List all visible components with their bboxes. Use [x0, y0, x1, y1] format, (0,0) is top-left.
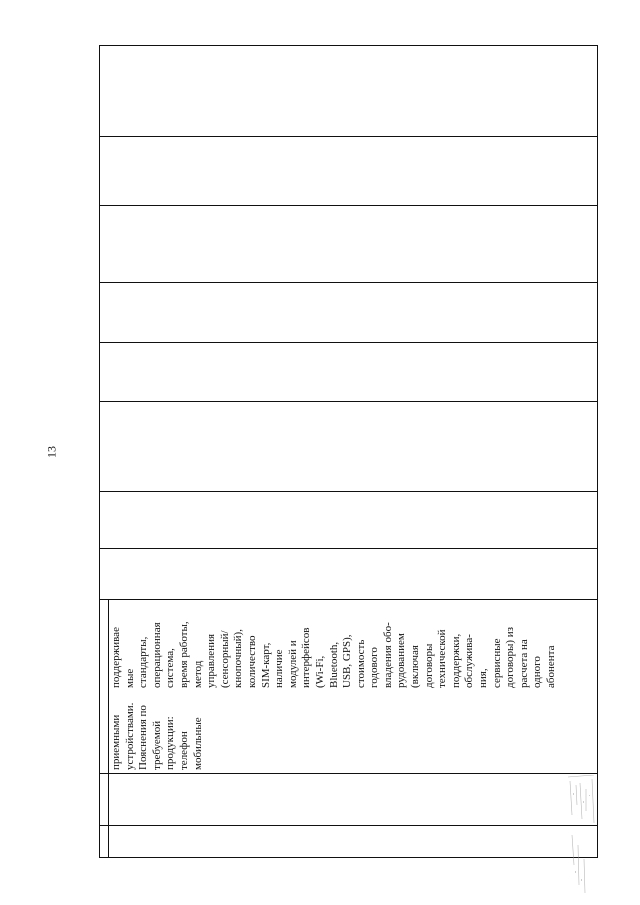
- cell-text-line: продукции:: [164, 716, 177, 770]
- cell-text-line: стоимость: [354, 639, 367, 688]
- cell-text-line: мые: [123, 668, 136, 688]
- cell-text-line: расчета на: [517, 639, 530, 688]
- cell-text-line: стандарты,: [137, 636, 150, 688]
- cell-text-line: поддержки,: [449, 633, 462, 688]
- cell-parameters: [110, 603, 559, 688]
- cell-text-line: приемными: [110, 714, 122, 770]
- cell-text-line: модулей и: [286, 640, 299, 688]
- cell-text-line: интерфейсов: [300, 627, 313, 688]
- cell-text-line: владения обо-: [381, 622, 394, 688]
- cell-text-line: мобильные: [191, 717, 204, 770]
- row-divider: [99, 342, 598, 343]
- cell-text-line: поддерживае: [110, 627, 122, 688]
- column-divider: [108, 599, 109, 858]
- row-divider: [99, 491, 598, 492]
- cell-text-line: технической: [436, 629, 449, 688]
- cell-text-line: кнопочный),: [232, 629, 245, 688]
- row-divider: [99, 136, 598, 137]
- cell-text-line: наличие: [273, 649, 286, 688]
- cell-text-line: обслужива-: [463, 634, 476, 688]
- cell-text-line: годового: [368, 647, 381, 688]
- row-divider: [99, 773, 598, 774]
- row-divider: [99, 599, 598, 600]
- cell-text-line: (Wi-Fi,: [313, 655, 326, 688]
- cell-text-line: устройствами.: [123, 702, 136, 770]
- page-number: 13: [44, 446, 59, 458]
- cell-text-line: рудованием: [395, 633, 408, 688]
- cell-text-line: абонента: [545, 645, 557, 688]
- cell-text-line: телефон: [177, 731, 190, 770]
- cell-text-line: операционная: [150, 622, 163, 688]
- cell-text-line: SIM-карт,: [259, 642, 272, 688]
- cell-text-line: время работы,: [177, 621, 190, 688]
- cell-text-line: система,: [164, 648, 177, 688]
- cell-text-line: USB, GPS),: [341, 634, 354, 688]
- row-divider: [99, 205, 598, 206]
- row-divider: [99, 282, 598, 283]
- cell-text-line: ния,: [477, 668, 490, 688]
- row-divider: [99, 548, 598, 549]
- cell-text-line: Пояснения по: [137, 705, 150, 770]
- row-divider: [99, 401, 598, 402]
- cell-text-line: метод: [191, 660, 204, 688]
- cell-text-line: Bluetooth,: [327, 641, 340, 688]
- cell-text-line: сервисные: [490, 638, 503, 688]
- row-divider: [99, 825, 598, 826]
- cell-text-line: договоры) из: [504, 627, 517, 688]
- cell-text-line: (включая: [409, 645, 422, 688]
- cell-text-line: количество: [245, 635, 258, 688]
- cell-text-line: управления: [205, 633, 218, 688]
- cell-text-line: (сенсорный/: [218, 630, 231, 688]
- scan-artifact-marks: [564, 775, 608, 895]
- cell-text-line: договоры: [422, 643, 435, 688]
- cell-text-line: одного: [531, 656, 544, 688]
- cell-text-line: требуемой: [150, 720, 163, 770]
